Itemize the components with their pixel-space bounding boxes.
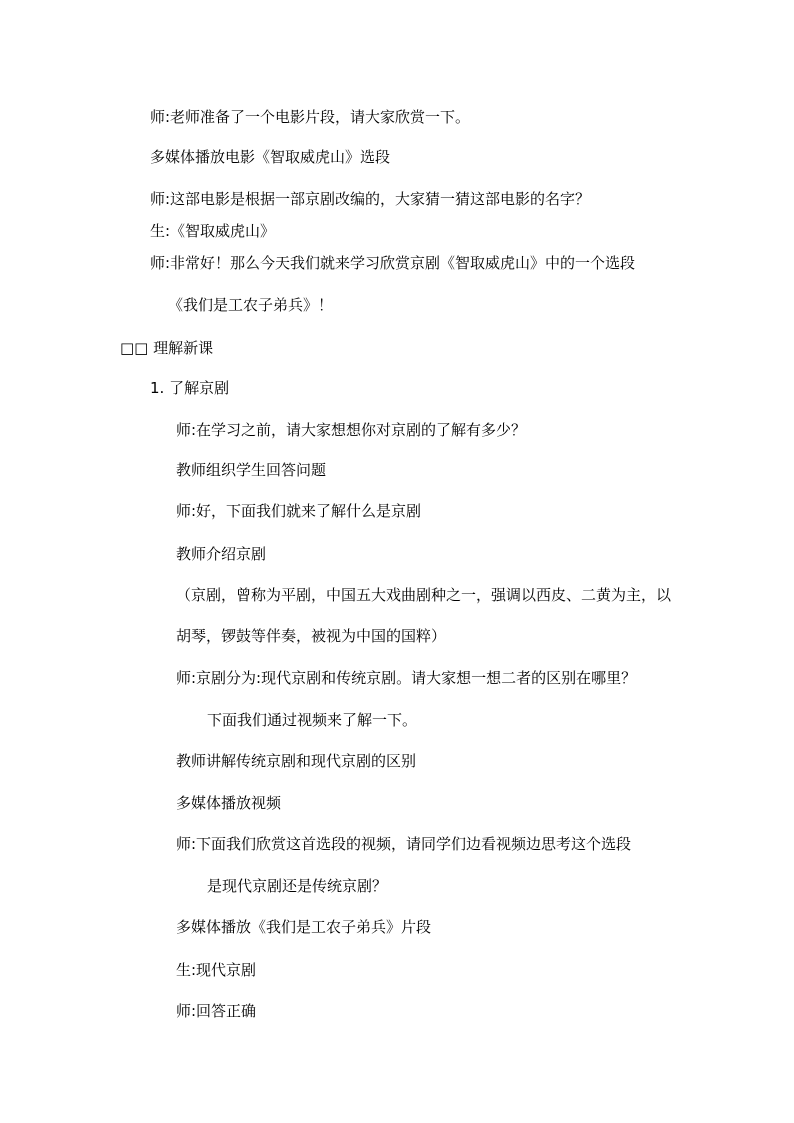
text-line: 师:老师准备了一个电影片段，请大家欣赏一下。 [150, 108, 471, 126]
text-line: （京剧，曾称为平剧，中国五大戏曲剧种之一，强调以西皮、二黄为主，以 [176, 586, 672, 604]
text-line: 下面我们通过视频来了解一下。 [207, 711, 418, 729]
text-line: 多媒体播放视频 [176, 794, 282, 812]
text-line: 师:下面我们欣赏这首选段的视频，请同学们边看视频边思考这个选段 [176, 835, 632, 853]
text-line: 胡琴，锣鼓等伴奏，被视为中国的国粹） [176, 627, 447, 645]
text-line: 师:回答正确 [176, 1002, 257, 1020]
text-line: 师:非常好！那么今天我们就来学习欣赏京剧《智取威虎山》中的一个选段 [150, 254, 636, 272]
text-line: 生:《智取威虎山》 [150, 222, 276, 240]
text-line: 师:在学习之前，请大家想想你对京剧的了解有多少？ [176, 421, 527, 439]
section-heading: □□ 理解新课 [120, 339, 214, 357]
text-line: 师:京剧分为:现代京剧和传统京剧。请大家想一想二者的区别在哪里？ [176, 669, 637, 687]
text-line: 生:现代京剧 [176, 961, 257, 979]
text-line: 多媒体播放《我们是工农子弟兵》片段 [176, 918, 432, 936]
text-line: 师:这部电影是根据一部京剧改编的，大家猜一猜这部电影的名字？ [150, 190, 591, 208]
text-line: 《我们是工农子弟兵》！ [168, 296, 334, 314]
text-line: 教师讲解传统京剧和现代京剧的区别 [176, 752, 417, 770]
text-line: 教师介绍京剧 [176, 545, 267, 563]
text-line: 师:好，下面我们就来了解什么是京剧 [176, 502, 422, 520]
text-line: 是现代京剧还是传统京剧？ [207, 877, 388, 895]
text-line: 教师组织学生回答问题 [176, 461, 327, 479]
subsection-heading: 1. 了解京剧 [150, 379, 230, 397]
text-line: 多媒体播放电影《智取威虎山》选段 [150, 148, 391, 166]
